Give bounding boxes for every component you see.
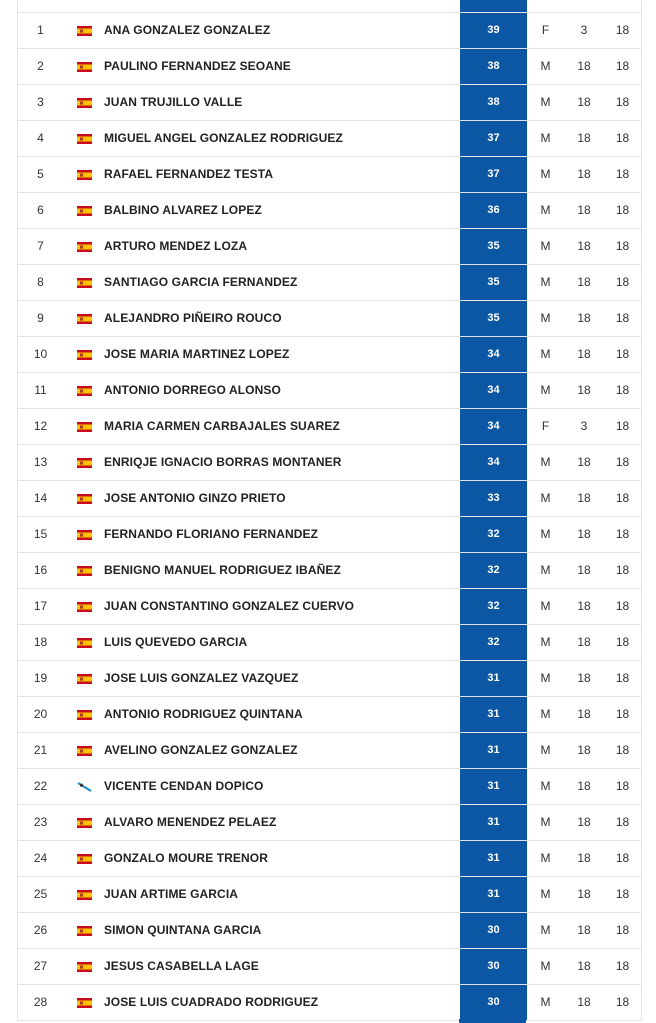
holes-cell: 18 [615, 455, 630, 469]
table-row[interactable] [18, 265, 641, 301]
score-cell: 35 [460, 301, 527, 336]
score-cell: 33 [460, 481, 527, 516]
holes-cell: 18 [615, 383, 630, 397]
player-name[interactable]: PAULINO FERNANDEZ SEOANE [104, 59, 291, 73]
table-row[interactable] [18, 949, 641, 985]
category-cell: 18 [577, 203, 591, 217]
category-cell: 18 [577, 59, 591, 73]
score-column-header [460, 0, 527, 12]
player-name[interactable]: JESUS CASABELLA LAGE [104, 959, 259, 973]
table-row[interactable] [18, 445, 641, 481]
holes-cell: 18 [615, 923, 630, 937]
table-row[interactable] [18, 769, 641, 805]
spain-flag-icon [77, 638, 92, 648]
spain-flag-icon [77, 242, 92, 252]
table-row[interactable] [18, 877, 641, 913]
spain-flag-icon [77, 962, 92, 972]
score-cell: 31 [460, 733, 527, 768]
score-cell: 31 [460, 877, 527, 912]
rank-cell: 15 [33, 527, 48, 541]
player-name[interactable]: LUIS QUEVEDO GARCIA [104, 635, 248, 649]
category-cell: 18 [577, 131, 591, 145]
score-cell: 37 [460, 121, 527, 156]
category-cell: 18 [577, 959, 591, 973]
holes-cell: 18 [615, 95, 630, 109]
rank-cell: 27 [33, 959, 48, 973]
category-cell: 18 [577, 851, 591, 865]
spain-flag-icon [77, 746, 92, 756]
spain-flag-icon [77, 134, 92, 144]
sex-cell: M [540, 707, 551, 721]
player-name[interactable]: ANTONIO DORREGO ALONSO [104, 383, 281, 397]
table-row[interactable] [18, 193, 641, 229]
category-cell: 18 [577, 707, 591, 721]
rank-cell: 25 [33, 887, 48, 901]
holes-cell: 18 [615, 491, 630, 505]
score-cell: 34 [460, 337, 527, 372]
sex-cell: M [540, 599, 551, 613]
holes-cell: 18 [615, 167, 630, 181]
table-row[interactable] [18, 553, 641, 589]
player-name[interactable]: VICENTE CENDAN DOPICO [104, 779, 264, 793]
table-row[interactable] [18, 373, 641, 409]
rank-cell: 3 [37, 95, 44, 109]
player-name[interactable]: ALVARO MENENDEZ PELAEZ [104, 815, 277, 829]
category-cell: 18 [577, 995, 591, 1009]
holes-cell: 18 [615, 347, 630, 361]
table-row[interactable] [18, 337, 641, 373]
holes-cell: 18 [615, 59, 630, 73]
spain-flag-icon [77, 314, 92, 324]
player-name[interactable]: JUAN TRUJILLO VALLE [104, 95, 243, 109]
spain-flag-icon [77, 854, 92, 864]
score-cell: 34 [460, 409, 527, 444]
spain-flag-icon [77, 998, 92, 1008]
rank-cell: 6 [37, 203, 44, 217]
sex-cell: M [540, 275, 551, 289]
sex-cell: M [540, 887, 551, 901]
category-cell: 18 [577, 779, 591, 793]
sex-cell: M [540, 959, 551, 973]
category-cell: 18 [577, 563, 591, 577]
player-name[interactable]: JUAN CONSTANTINO GONZALEZ CUERVO [104, 599, 355, 613]
rank-cell: 12 [33, 419, 48, 433]
rank-cell: 17 [33, 599, 48, 613]
category-cell: 18 [577, 275, 591, 289]
rank-cell: 5 [37, 167, 44, 181]
holes-cell: 18 [615, 131, 630, 145]
sex-cell: M [540, 59, 551, 73]
score-cell: 31 [460, 805, 527, 840]
spain-flag-icon [77, 62, 92, 72]
player-name[interactable]: JOSE LUIS CUADRADO RODRIGUEZ [104, 995, 319, 1009]
spain-flag-icon [77, 710, 92, 720]
holes-cell: 18 [615, 779, 630, 793]
player-name[interactable]: SANTIAGO GARCIA FERNANDEZ [104, 275, 298, 289]
holes-cell: 18 [615, 815, 630, 829]
rank-cell: 8 [37, 275, 44, 289]
player-name[interactable]: SIMON QUINTANA GARCIA [104, 923, 262, 937]
spain-flag-icon [77, 278, 92, 288]
holes-cell: 18 [615, 959, 630, 973]
spain-flag-icon [77, 602, 92, 612]
player-name[interactable]: FERNANDO FLORIANO FERNANDEZ [104, 527, 319, 541]
score-cell: 35 [460, 229, 527, 264]
score-cell: 31 [460, 769, 527, 804]
category-cell: 18 [577, 311, 591, 325]
player-name[interactable]: JUAN ARTIME GARCIA [104, 887, 239, 901]
score-cell: 31 [460, 661, 527, 696]
table-row[interactable] [18, 121, 641, 157]
score-cell: 34 [460, 445, 527, 480]
holes-cell: 18 [615, 671, 630, 685]
holes-cell: 18 [615, 203, 630, 217]
player-name[interactable]: ENRIQJE IGNACIO BORRAS MONTANER [104, 455, 342, 469]
player-name[interactable]: RAFAEL FERNANDEZ TESTA [104, 167, 274, 181]
category-cell: 18 [577, 95, 591, 109]
table-row[interactable] [18, 625, 641, 661]
table-row[interactable] [18, 157, 641, 193]
spain-flag-icon [77, 98, 92, 108]
category-cell: 18 [577, 347, 591, 361]
rank-cell: 20 [33, 707, 48, 721]
table-row[interactable] [18, 409, 641, 445]
score-cell: 32 [460, 553, 527, 588]
sex-cell: M [540, 131, 551, 145]
category-cell: 18 [577, 923, 591, 937]
table-row[interactable] [18, 841, 641, 877]
rank-cell: 21 [33, 743, 48, 757]
table-row[interactable] [18, 913, 641, 949]
category-cell: 18 [577, 671, 591, 685]
rank-cell: 18 [33, 635, 48, 649]
category-cell: 18 [577, 815, 591, 829]
category-cell: 18 [577, 887, 591, 901]
sex-cell: M [540, 95, 551, 109]
table-row[interactable] [18, 733, 641, 769]
score-cell: 38 [460, 85, 527, 120]
spain-flag-icon [77, 530, 92, 540]
table-row[interactable] [18, 229, 641, 265]
table-row[interactable] [18, 301, 641, 337]
category-cell: 18 [577, 383, 591, 397]
sex-cell: M [540, 923, 551, 937]
holes-cell: 18 [615, 635, 630, 649]
holes-cell: 18 [615, 239, 630, 253]
player-name[interactable]: MARIA CARMEN CARBAJALES SUAREZ [104, 419, 340, 433]
score-cell: 35 [460, 265, 527, 300]
sex-cell: M [540, 311, 551, 325]
score-column-tail [459, 1019, 526, 1023]
score-cell: 30 [460, 985, 527, 1020]
spain-flag-icon [77, 206, 92, 216]
holes-cell: 18 [615, 275, 630, 289]
table-row[interactable] [18, 805, 641, 841]
rank-cell: 28 [33, 995, 48, 1009]
player-name[interactable]: BALBINO ALVAREZ LOPEZ [104, 203, 262, 217]
spain-flag-icon [77, 26, 92, 36]
rank-cell: 9 [37, 311, 44, 325]
holes-cell: 18 [615, 887, 630, 901]
table-header-row [18, 0, 641, 13]
category-cell: 18 [577, 239, 591, 253]
score-cell: 30 [460, 913, 527, 948]
holes-cell: 18 [615, 419, 630, 433]
sex-cell: M [540, 203, 551, 217]
holes-cell: 18 [615, 527, 630, 541]
score-cell: 30 [460, 949, 527, 984]
category-cell: 18 [577, 527, 591, 541]
spain-flag-icon [77, 674, 92, 684]
rank-cell: 22 [33, 779, 48, 793]
sex-cell: M [540, 455, 551, 469]
category-cell: 18 [577, 167, 591, 181]
player-name[interactable]: ANTONIO RODRIGUEZ QUINTANA [104, 707, 303, 721]
galicia-flag-icon [77, 782, 92, 792]
sex-cell: M [540, 239, 551, 253]
table-row[interactable] [18, 49, 641, 85]
sex-cell: M [540, 635, 551, 649]
spain-flag-icon [77, 422, 92, 432]
score-cell: 36 [460, 193, 527, 228]
spain-flag-icon [77, 350, 92, 360]
table-row[interactable] [18, 589, 641, 625]
sex-cell: M [540, 563, 551, 577]
rank-cell: 23 [33, 815, 48, 829]
score-cell: 38 [460, 49, 527, 84]
category-cell: 18 [577, 455, 591, 469]
category-cell: 18 [577, 635, 591, 649]
holes-cell: 18 [615, 995, 630, 1009]
rank-cell: 24 [33, 851, 48, 865]
player-name[interactable]: AVELINO GONZALEZ GONZALEZ [104, 743, 298, 757]
sex-cell: M [540, 671, 551, 685]
sex-cell: M [540, 527, 551, 541]
spain-flag-icon [77, 494, 92, 504]
spain-flag-icon [77, 890, 92, 900]
category-cell: 3 [580, 419, 588, 433]
rank-cell: 26 [33, 923, 48, 937]
leaderboard-table [17, 0, 642, 1021]
score-cell: 31 [460, 697, 527, 732]
holes-cell: 18 [615, 743, 630, 757]
table-row[interactable] [18, 697, 641, 733]
rank-cell: 14 [33, 491, 48, 505]
sex-cell: M [540, 851, 551, 865]
score-cell: 32 [460, 625, 527, 660]
rank-cell: 11 [34, 383, 47, 397]
sex-cell: M [540, 995, 551, 1009]
category-cell: 3 [580, 23, 588, 37]
sex-cell: M [540, 815, 551, 829]
player-name[interactable]: MIGUEL ANGEL GONZALEZ RODRIGUEZ [104, 131, 343, 145]
sex-cell: M [540, 743, 551, 757]
spain-flag-icon [77, 926, 92, 936]
rank-cell: 19 [33, 671, 48, 685]
score-cell: 37 [460, 157, 527, 192]
rank-cell: 16 [33, 563, 48, 577]
rank-cell: 4 [37, 131, 44, 145]
score-cell: 32 [460, 589, 527, 624]
sex-cell: F [541, 419, 550, 433]
spain-flag-icon [77, 818, 92, 828]
holes-cell: 18 [615, 563, 630, 577]
player-name[interactable]: JOSE ANTONIO GINZO PRIETO [104, 491, 286, 505]
spain-flag-icon [77, 170, 92, 180]
sex-cell: M [540, 491, 551, 505]
category-cell: 18 [577, 743, 591, 757]
player-name[interactable]: GONZALO MOURE TRENOR [104, 851, 268, 865]
score-cell: 31 [460, 841, 527, 876]
table-row[interactable] [18, 481, 641, 517]
player-name[interactable]: JOSE MARIA MARTINEZ LOPEZ [104, 347, 290, 361]
holes-cell: 18 [615, 707, 630, 721]
table-row[interactable] [18, 661, 641, 697]
player-name[interactable]: ALEJANDRO PIÑEIRO ROUCO [104, 311, 282, 325]
table-row[interactable] [18, 13, 641, 49]
holes-cell: 18 [615, 311, 630, 325]
player-name[interactable]: BENIGNO MANUEL RODRIGUEZ IBAÑEZ [104, 563, 341, 577]
sex-cell: F [541, 23, 550, 37]
category-cell: 18 [577, 599, 591, 613]
holes-cell: 18 [615, 851, 630, 865]
rank-cell: 1 [37, 23, 44, 37]
spain-flag-icon [77, 566, 92, 576]
player-name[interactable]: JOSE LUIS GONZALEZ VAZQUEZ [104, 671, 299, 685]
rank-cell: 7 [37, 239, 44, 253]
table-row[interactable] [18, 85, 641, 121]
holes-cell: 18 [615, 23, 630, 37]
category-cell: 18 [577, 491, 591, 505]
player-name[interactable]: ARTURO MENDEZ LOZA [104, 239, 248, 253]
spain-flag-icon [77, 458, 92, 468]
sex-cell: M [540, 779, 551, 793]
sex-cell: M [540, 383, 551, 397]
table-row[interactable] [18, 517, 641, 553]
score-cell: 32 [460, 517, 527, 552]
table-row[interactable] [18, 985, 641, 1021]
holes-cell: 18 [615, 599, 630, 613]
rank-cell: 13 [33, 455, 48, 469]
score-cell: 39 [460, 13, 527, 48]
sex-cell: M [540, 167, 551, 181]
sex-cell: M [540, 347, 551, 361]
spain-flag-icon [77, 386, 92, 396]
player-name[interactable]: ANA GONZALEZ GONZALEZ [104, 23, 271, 37]
rank-cell: 10 [33, 347, 48, 361]
rank-cell: 2 [37, 59, 44, 73]
score-cell: 34 [460, 373, 527, 408]
